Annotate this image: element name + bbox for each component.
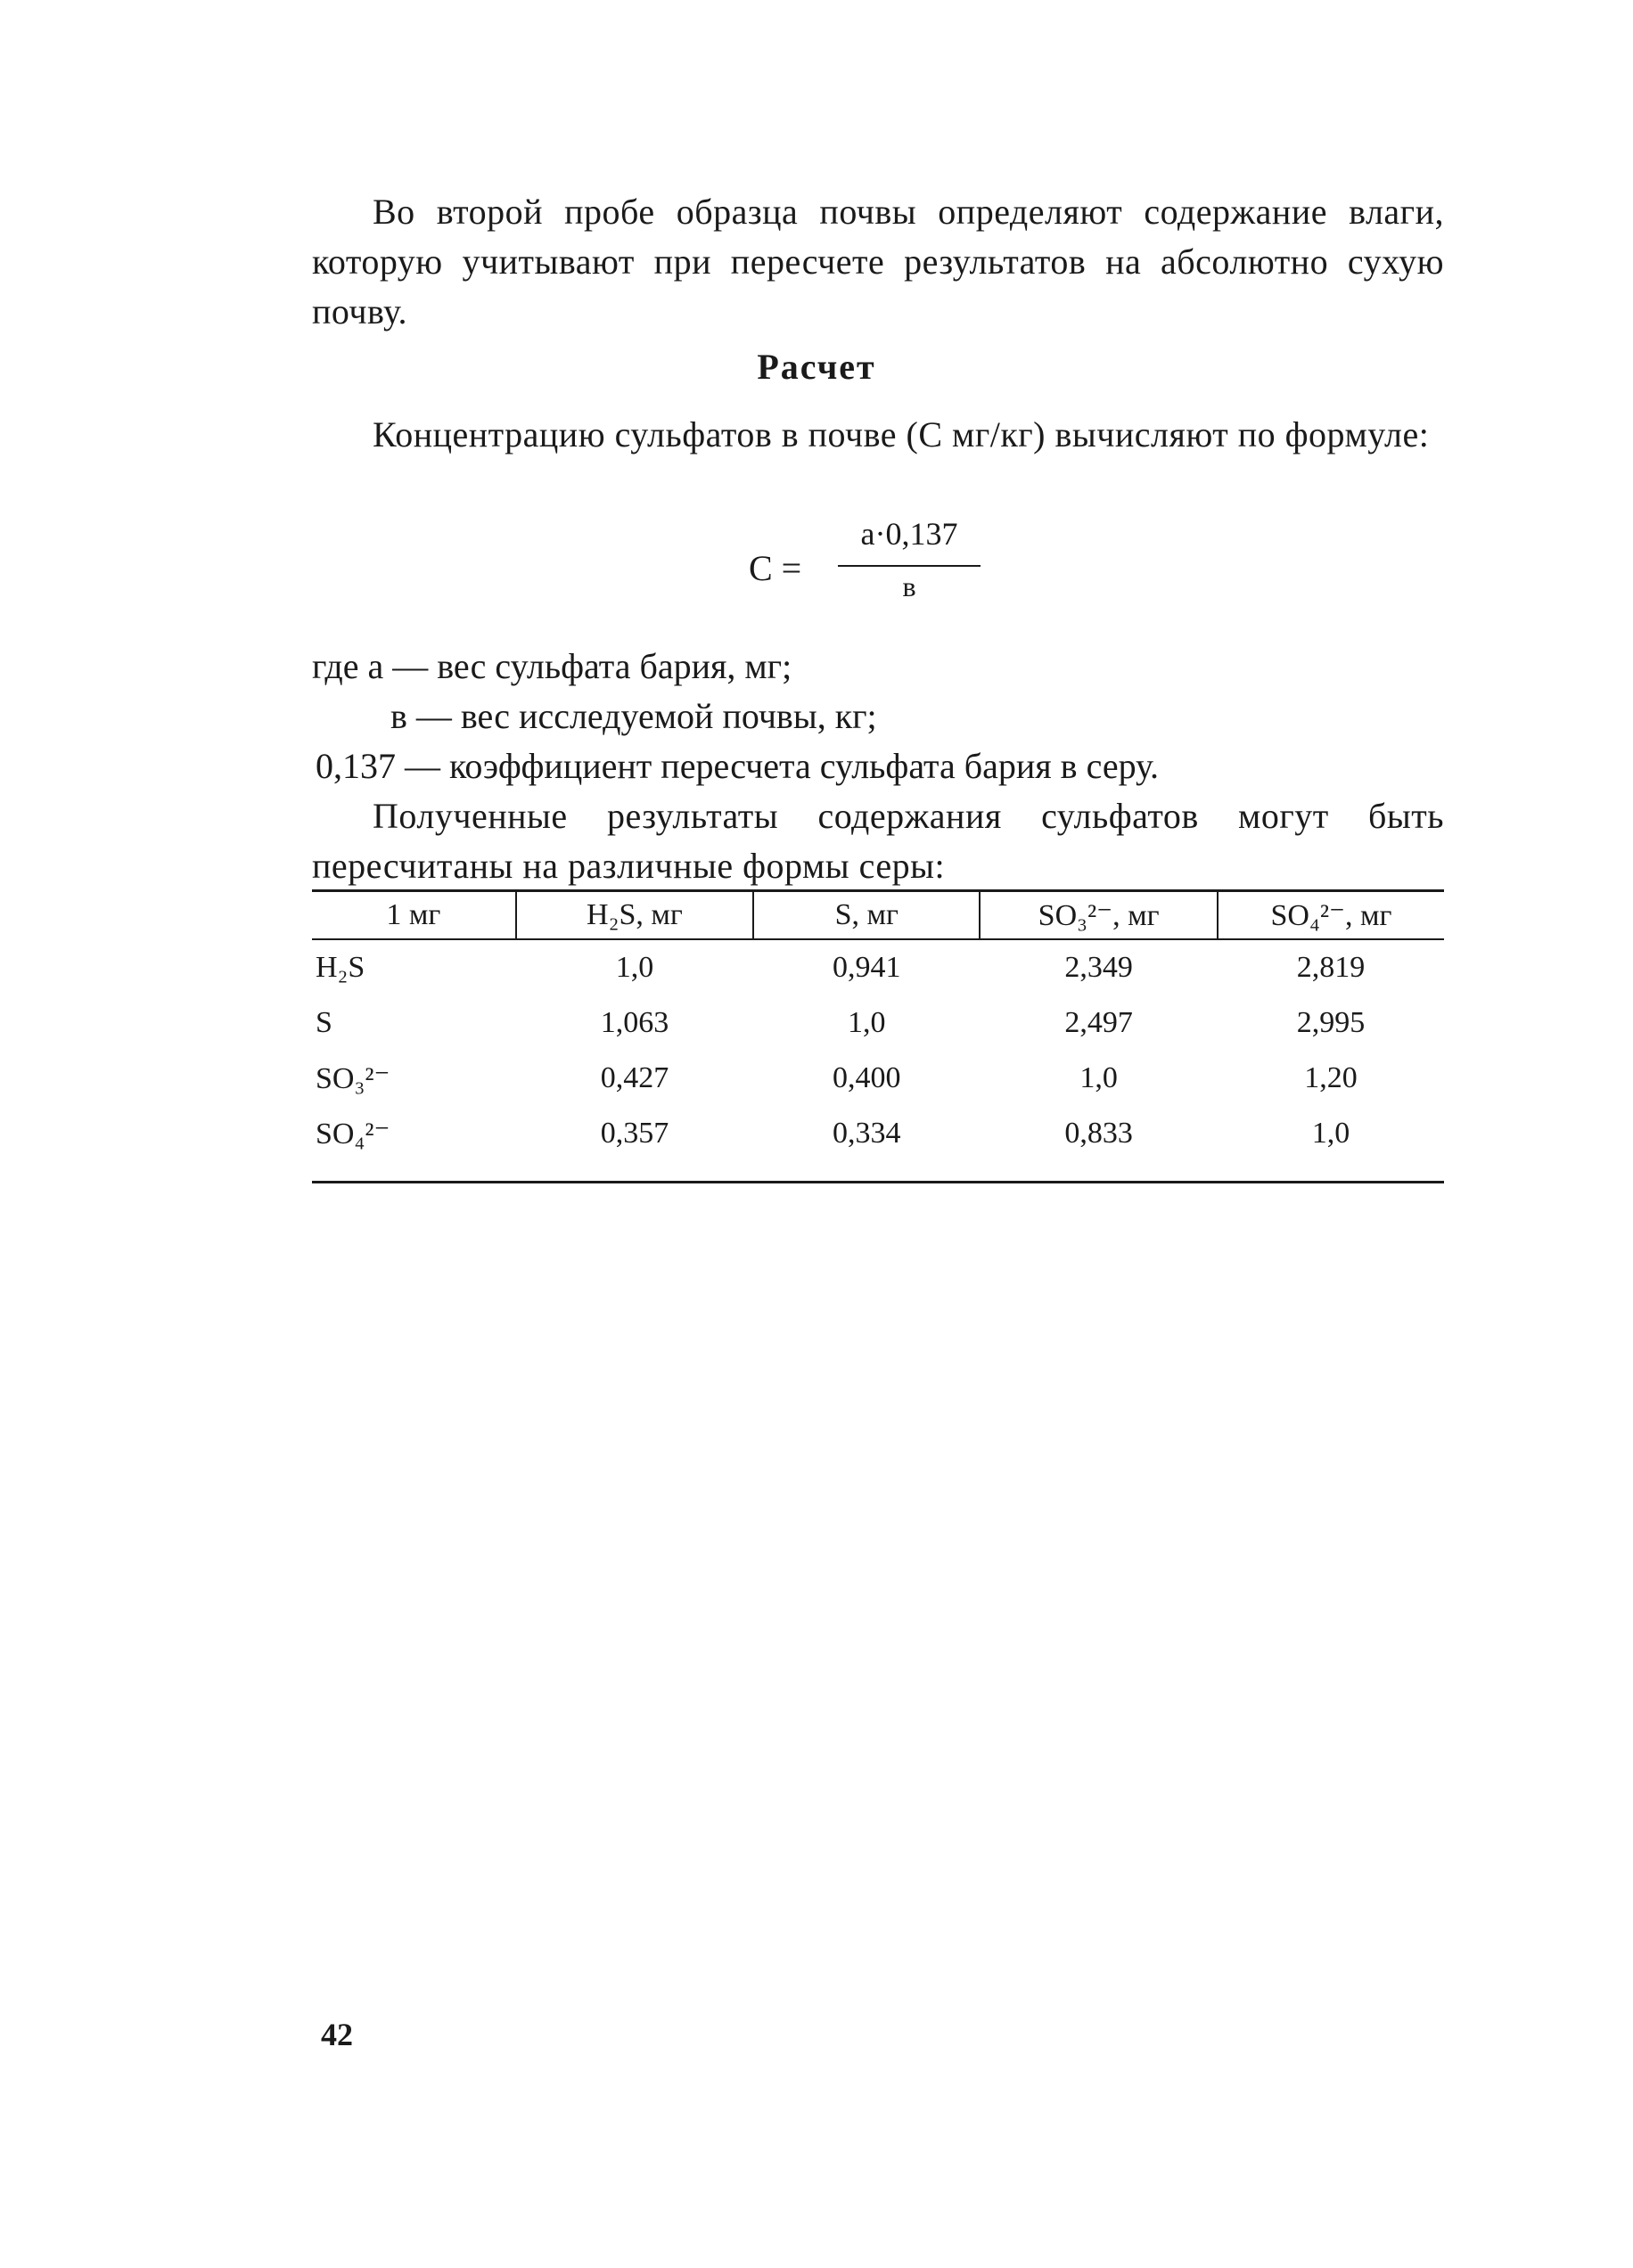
page-number: 42 [321, 2017, 353, 2052]
definition-coefficient: 0,137 — коэффициент пересчета сульфата бария в серу. [316, 746, 1160, 786]
intro-paragraph [312, 187, 1444, 337]
table-cell: SO₃²⁻ [316, 1062, 390, 1095]
table-cell: 1,0 [848, 1006, 886, 1039]
table-cell: 0,427 [600, 1061, 669, 1094]
table-cell: S [316, 1006, 332, 1039]
conversion-intro-paragraph [312, 791, 1444, 891]
formula-intro-paragraph [312, 410, 1444, 460]
header-cell: SO₄²⁻, мг [1218, 892, 1444, 938]
table-cell: 2,349 [1064, 951, 1133, 984]
header-cell: SO₃²⁻, мг [980, 892, 1218, 938]
formula-numerator: а·0,137 [860, 516, 958, 552]
legend-definitions [312, 642, 1159, 791]
formula-intro-text: Концентрацию сульфатов в почве (С мг/кг) вычисляют по формуле: [373, 414, 1430, 454]
table-row [312, 940, 1444, 995]
table-cell: 2,819 [1296, 951, 1366, 984]
header-cell: H₂S, мг [516, 892, 754, 938]
conversion-intro-text: Полученные результаты содержания сульфатов могут быть пересчитаны на различные формы серы: [312, 796, 1444, 886]
table-cell: SO₄²⁻ [316, 1118, 390, 1150]
conversion-table [312, 889, 1444, 1183]
table-cell: 0,357 [600, 1117, 669, 1150]
section-heading: Расчет [757, 347, 876, 387]
table-header-row [312, 892, 1444, 938]
table-cell: H₂S [316, 951, 365, 984]
table-cell: 2,497 [1064, 1006, 1133, 1039]
table-row [312, 1106, 1444, 1181]
intro-text: Во второй пробе образца почвы определяют содержание влаги, которую учитывают при пересчете результатов на абсолютно сухую почву. [312, 192, 1444, 332]
definition-a: где а — вес сульфата бария, мг; [312, 646, 792, 686]
formula-fraction-bar [838, 565, 981, 567]
table-row [312, 1051, 1444, 1106]
formula-denominator: в [902, 570, 916, 602]
formula-lhs: С = [749, 548, 802, 588]
table-cell: 1,20 [1304, 1061, 1358, 1094]
table-cell: 2,995 [1296, 1006, 1366, 1039]
table-cell: 0,400 [833, 1061, 901, 1094]
definition-b: в — вес исследуемой почвы, кг; [390, 696, 877, 736]
header-cell: S, мг [753, 892, 980, 938]
table-cell: 0,833 [1064, 1117, 1133, 1150]
table-bottom-rule [312, 1181, 1444, 1183]
table-cell: 1,0 [1311, 1117, 1350, 1150]
table-cell: 1,0 [1079, 1061, 1118, 1094]
table-cell: 0,334 [833, 1117, 901, 1150]
table-cell: 0,941 [833, 951, 901, 984]
formula [749, 515, 1016, 622]
table-row [312, 995, 1444, 1051]
table-cell: 1,063 [600, 1006, 669, 1039]
header-cell: 1 мг [386, 898, 441, 931]
table-cell: 1,0 [615, 951, 654, 984]
